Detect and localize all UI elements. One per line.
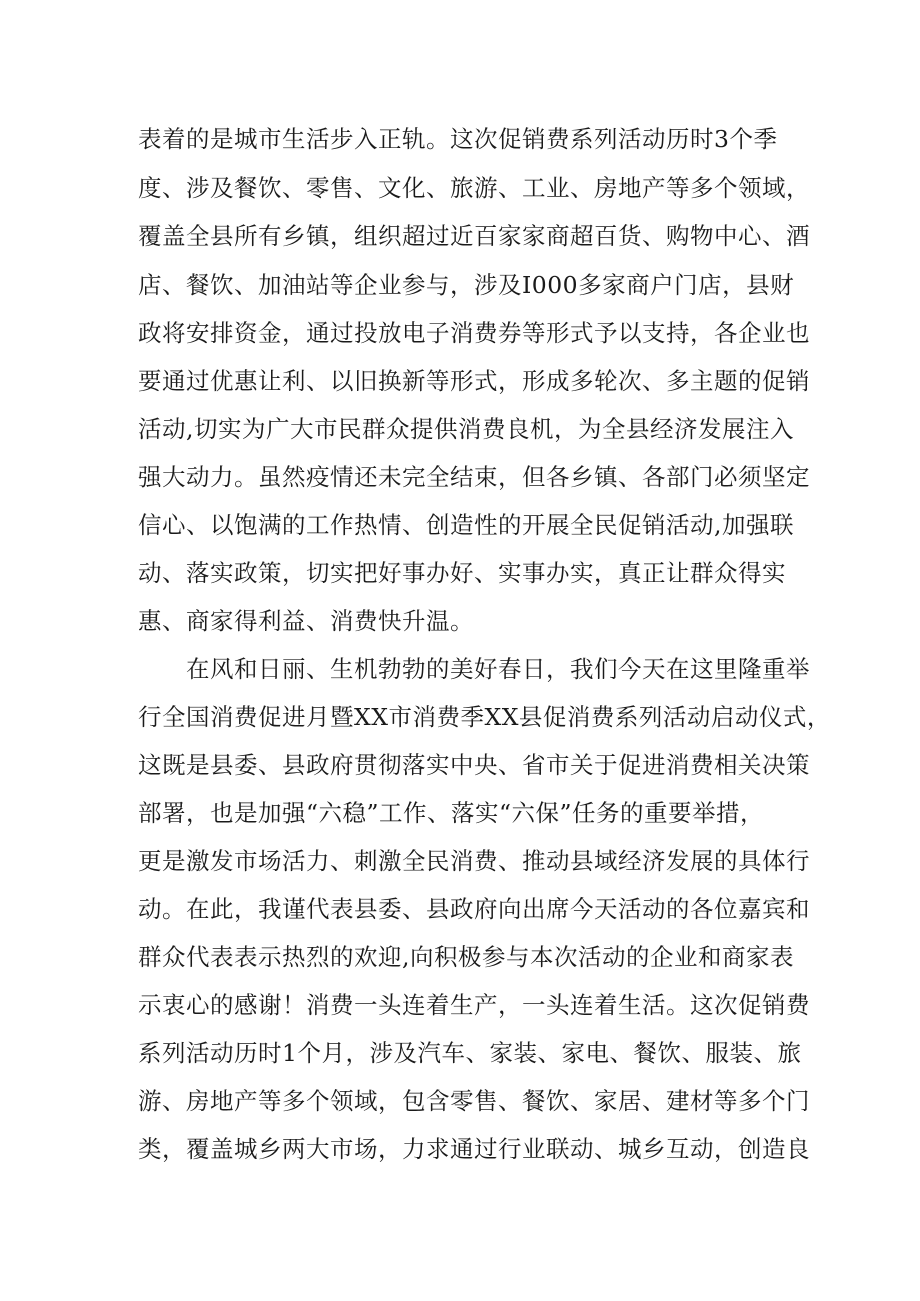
text-line: 要通过优惠让利、以旧换新等形式，形成多轮次、多主题的促销: [138, 367, 810, 395]
text-line: 信心、以饱满的工作热情、创造性的开展全民促销活动,加强联: [138, 511, 794, 539]
text-line: 示衷心的感谢！消费一头连着生产，一头连着生活。这次促销费: [138, 991, 810, 1019]
text-line: 动。在此，我谨代表县委、县政府向出席今天活动的各位嘉宾和: [138, 895, 810, 923]
text-line: 表着的是城市生活步入正轨。这次促销费系列活动历时3个季: [138, 125, 778, 153]
text-line: 度、涉及餐饮、零售、文化、旅游、工业、房地产等多个领域，: [138, 174, 810, 202]
text-line: 类，覆盖城乡两大市场，力求通过行业联动、城乡互动，创造良: [138, 1135, 810, 1163]
text-line: 更是激发市场活力、刺激全民消费、推动县域经济发展的具体行: [138, 847, 810, 875]
text-line: 活动,切实为广大市民群众提供消费良机，为全县经济发展注入: [138, 415, 794, 443]
text-line: 群众代表表示热烈的欢迎,向积极参与本次活动的企业和商家表: [138, 943, 794, 971]
text-line: 行全国消费促进月暨XX市消费季XX县促消费系列活动启动仪式，: [138, 703, 831, 731]
text-line: 覆盖全县所有乡镇，组织超过近百家家商超百货、购物中心、酒: [138, 222, 810, 250]
text-line: 强大动力。虽然疫情还未完全结束，但各乡镇、各部门必须坚定: [138, 463, 810, 491]
text-line: 游、房地产等多个领域，包含零售、餐饮、家居、建材等多个门: [138, 1087, 810, 1115]
text-line: 政将安排资金，通过投放电子消费券等形式予以支持，各企业也: [138, 319, 810, 347]
text-line: 部署，也是加强“六稳”工作、落实“六保”任务的重要举措，: [138, 799, 765, 827]
text-line: 店、餐饮、加油站等企业参与，涉及I000多家商户门店，县财: [138, 271, 795, 299]
text-line: 系列活动历时1个月，涉及汽车、家装、家电、餐饮、服装、旅: [138, 1039, 802, 1067]
text-line: 这既是县委、县政府贯彻落实中央、省市关于促进消费相关决策: [138, 751, 810, 779]
text-line: 在风和日丽、生机勃勃的美好春日，我们今天在这里隆重举: [186, 655, 810, 683]
text-line: 动、落实政策，切实把好事办好、实事办实，真正让群众得实: [138, 559, 786, 587]
text-line: 惠、商家得利益、消费快升温。: [138, 607, 474, 635]
